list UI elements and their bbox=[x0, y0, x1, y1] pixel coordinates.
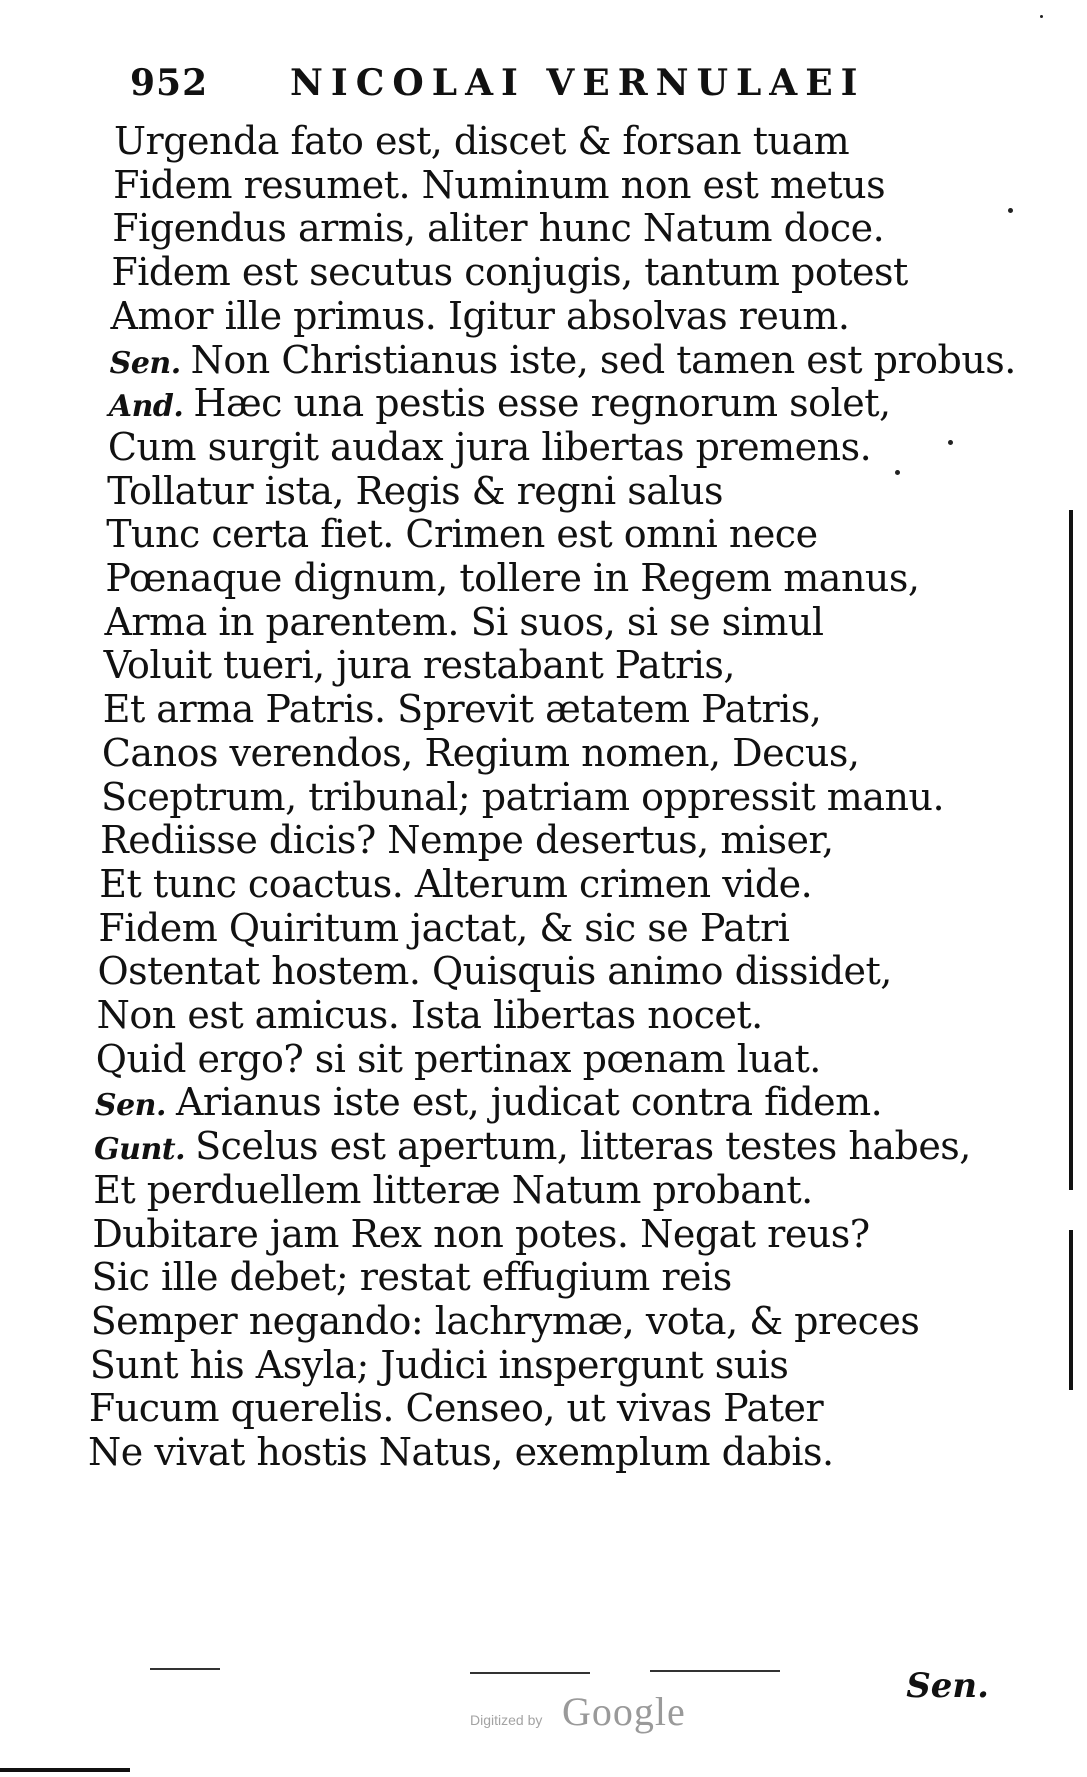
verse-text-span: Amor ille primus. Igitur absolvas reum. bbox=[110, 293, 850, 338]
verse-line bbox=[107, 468, 723, 514]
verse-line bbox=[92, 1211, 869, 1257]
verse-line bbox=[113, 162, 885, 208]
verse-line bbox=[109, 380, 891, 430]
verse-line bbox=[101, 774, 944, 820]
scan-noise-dash bbox=[470, 1672, 590, 1674]
page-number: 952 bbox=[130, 62, 209, 104]
verse-line bbox=[91, 1254, 731, 1300]
verse-line bbox=[103, 686, 822, 732]
verse-line bbox=[100, 817, 833, 863]
verse-line bbox=[90, 1342, 789, 1388]
verse-line bbox=[104, 642, 735, 688]
running-title: NICOLAI VERNULAEI bbox=[290, 62, 866, 104]
verse-text-span: Scelus est apertum, litteras testes habes, bbox=[195, 1124, 971, 1169]
speaker-label: And. bbox=[108, 389, 184, 425]
scan-noise-dash bbox=[650, 1670, 780, 1672]
page-edge-shadow-lower bbox=[1069, 1230, 1073, 1390]
verse-text-span: Hæc una pestis esse regnorum solet, bbox=[193, 381, 891, 426]
verse-line bbox=[99, 861, 812, 907]
verse-text-span: Fidem Quiritum jactat, & sic se Patri bbox=[98, 905, 790, 950]
verse-line bbox=[111, 293, 850, 339]
verse-line bbox=[114, 118, 849, 164]
scan-edge-rule bbox=[0, 1768, 130, 1772]
verse-text-span: Non Christianus iste, sed tamen est probus. bbox=[190, 337, 1016, 382]
verse-text-span: Rediisse dicis? Nempe desertus, miser, bbox=[100, 818, 834, 863]
verse-text-span: Voluit tueri, jura restabant Patris, bbox=[103, 643, 735, 688]
verse-text-span: Figendus armis, aliter hunc Natum doce. bbox=[112, 206, 885, 251]
verse-text-span: Fidem est secutus conjugis, tantum potest bbox=[111, 250, 908, 295]
verse-line bbox=[106, 511, 817, 557]
verse-line bbox=[97, 992, 763, 1038]
verse-text-span: Sunt his Asyla; Judici inspergunt suis bbox=[89, 1342, 789, 1387]
verse-text-span: Arianus iste est, judicat contra fidem. bbox=[175, 1080, 883, 1125]
digitization-watermark bbox=[470, 1688, 730, 1738]
verse-line bbox=[88, 1429, 834, 1475]
verse-text-span: Et arma Patris. Sprevit ætatem Patris, bbox=[102, 687, 822, 732]
verse-line bbox=[105, 555, 919, 601]
ink-speck bbox=[948, 440, 953, 445]
verse-text-span: Canos verendos, Regium nomen, Decus, bbox=[101, 730, 860, 775]
verse-line bbox=[89, 1385, 823, 1431]
verse-line bbox=[102, 730, 860, 776]
ink-speck bbox=[1040, 15, 1043, 18]
verse-line bbox=[110, 337, 1016, 387]
verse-text-span: Quid ergo? si sit pertinax pœnam luat. bbox=[95, 1036, 821, 1081]
page-edge-shadow bbox=[1069, 510, 1073, 1190]
verse-text-span: Arma in parentem. Si suos, si se simul bbox=[104, 599, 824, 644]
verse-text-span: Urgenda fato est, discet & forsan tuam bbox=[114, 119, 850, 163]
verse-text-span: Ostentat hostem. Quisquis animo dissidet, bbox=[97, 949, 892, 994]
verse-text-span: Et perduellem litteræ Natum probant. bbox=[93, 1167, 813, 1212]
verse-text-span: Et tunc coactus. Alterum crimen vide. bbox=[99, 861, 813, 906]
verse-text-span: Sceptrum, tribunal; patriam oppressit manu. bbox=[101, 774, 945, 819]
verse-line bbox=[98, 905, 789, 951]
speaker-label: Sen. bbox=[94, 1088, 166, 1124]
speaker-label: Gunt. bbox=[94, 1132, 186, 1168]
verse-line bbox=[111, 249, 907, 295]
verse-line bbox=[94, 1123, 971, 1173]
speaker-label: Sen. bbox=[109, 345, 181, 381]
ink-speck bbox=[1008, 208, 1013, 213]
ink-speck bbox=[895, 470, 900, 475]
catchword: Sen. bbox=[906, 1666, 989, 1706]
verse-text-span: Pœnaque dignum, tollere in Regem manus, bbox=[105, 556, 920, 600]
digitized-by-label: Digitized by bbox=[470, 1712, 543, 1728]
google-logo: Google bbox=[562, 1689, 686, 1734]
verse-text-span: Tollatur ista, Regis & regni salus bbox=[107, 468, 724, 513]
verse-line bbox=[91, 1298, 920, 1344]
verse-line bbox=[108, 424, 871, 470]
scan-noise-dash bbox=[150, 1668, 220, 1670]
verse-text-span: Non est amicus. Ista libertas nocet. bbox=[96, 993, 763, 1037]
verse-text-span: Tunc certa fiet. Crimen est omni nece bbox=[106, 512, 818, 557]
verse-text-span: Fucum querelis. Censeo, ut vivas Pater bbox=[88, 1386, 824, 1431]
verse-line bbox=[95, 1079, 882, 1129]
verse-text-span: Fidem resumet. Numinum non est metus bbox=[113, 162, 886, 207]
verse-line bbox=[104, 599, 823, 645]
verse-text-span: Ne vivat hostis Natus, exemplum dabis. bbox=[88, 1430, 834, 1474]
verse-line bbox=[98, 948, 892, 994]
verse-line bbox=[96, 1036, 821, 1082]
verse-text-span: Semper negando: lachrymæ, vota, & preces bbox=[90, 1298, 920, 1343]
verse-line bbox=[93, 1167, 813, 1213]
verse-text-span: Dubitare jam Rex non potes. Negat reus? bbox=[92, 1211, 870, 1256]
verse-text-span: Sic ille debet; restat effugium reis bbox=[91, 1255, 732, 1300]
verse-text-span: Cum surgit audax jura libertas premens. bbox=[107, 424, 872, 469]
verse-line bbox=[112, 205, 884, 251]
